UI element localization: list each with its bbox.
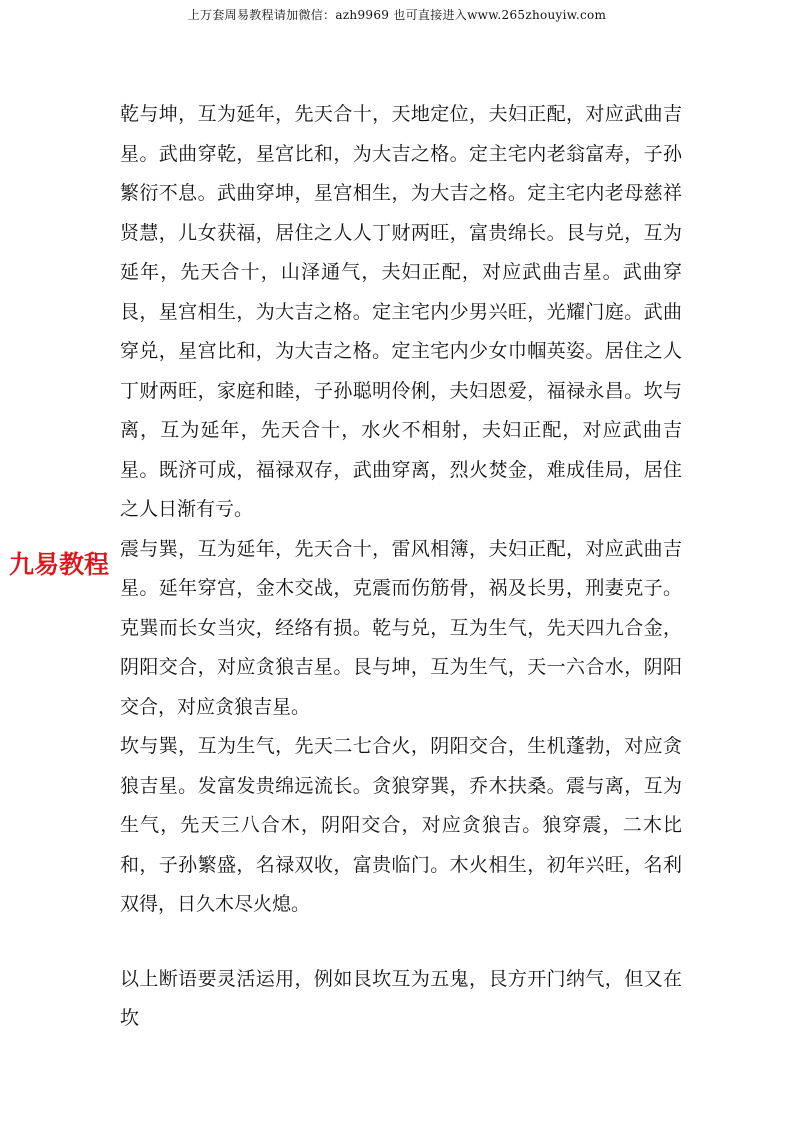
paragraph-3: 坎与巽，互为生气，先天二七合火，阴阳交合，生机蓬勃，对应贪狼吉星。发富发贵绵远流长。贪狼穿巽，乔木扶桑。震与离，互为生气，先天三八合木，阴阳交合，对应贪狼吉。狼穿震，二木比和，子孙繁盛，名禄双收，富贵临门。木火相生，初年兴旺，名利双得，日久木尽火熄。 bbox=[120, 735, 682, 915]
document-body bbox=[120, 95, 682, 1039]
paragraph-4: 以上断语要灵活运用，例如艮坎互为五鬼，艮方开门纳气，但又在坎 bbox=[120, 967, 682, 1029]
paragraph-2: 震与巽，互为延年，先天合十，雷风相簿，夫妇正配，对应武曲吉星。延年穿宫，金木交战，克震而伤筋骨，祸及长男，刑妻克子。克巽而长女当灾，经络有损。乾与兑，互为生气，先天四九合金，阴阳交合，对应贪狼吉星。艮与坤，互为生气，天一六合水，阴阳交合，对应贪狼吉星。 bbox=[120, 537, 682, 718]
watermark-logo: 九易教程 bbox=[8, 550, 109, 579]
paragraph-1: 乾与坤，互为延年，先天合十，天地定位，夫妇正配，对应武曲吉星。武曲穿乾，星宫比和，为大吉之格。定主宅内老翁富寿，子孙繁衍不息。武曲穿坤，星宫相生，为大吉之格。定主宅内老母慈祥贤慧，儿女获福，居住之人人丁财两旺，富贵绵长。艮与兑，互为延年，先天合十，山泽通气，夫妇正配，对应武曲吉星。武曲穿艮，星宫相生，为大吉之格。定主宅内少男兴旺，光耀门庭。武曲穿兑，星宫比和，为大吉之格。定主宅内少女巾帼英姿。居住之人丁财两旺，家庭和睦，子孙聪明伶俐，夫妇恩爱，福禄永昌。坎与离，互为延年，先天合十，水火不相射，夫妇正配，对应武曲吉星。既济可成，福禄双存，武曲穿离，烈火焚金，难成佳局，居住之人日渐有亏。 bbox=[120, 103, 682, 520]
page-header: 上万套周易教程请加微信：azh9969 也可直接进入www.265zhouyiw.com bbox=[187, 8, 607, 22]
